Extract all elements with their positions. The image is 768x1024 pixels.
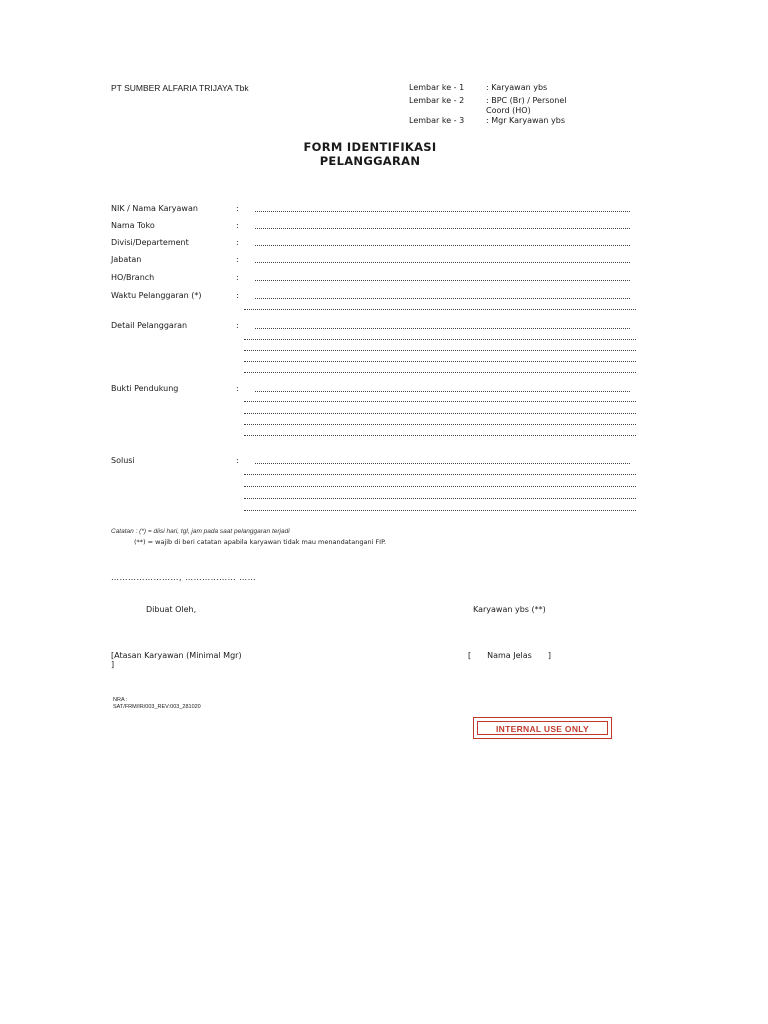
- field-colon: :: [236, 204, 239, 213]
- fill-line[interactable]: [244, 413, 636, 414]
- field-label: HO/Branch: [111, 273, 155, 282]
- form-title: [270, 140, 470, 168]
- field-jabatan[interactable]: [111, 255, 641, 266]
- field-colon: :: [236, 255, 239, 264]
- copy-value: : BPC (Br) / Personel Coord (HO): [486, 96, 567, 115]
- fill-line[interactable]: [255, 245, 630, 246]
- field-waktu-pelanggaran[interactable]: [111, 291, 641, 302]
- fill-line[interactable]: [244, 498, 636, 499]
- fill-line[interactable]: [244, 486, 636, 487]
- field-colon: :: [236, 456, 239, 465]
- field-label: NIK / Nama Karyawan: [111, 204, 198, 213]
- field-label: Solusi: [111, 456, 135, 465]
- fill-line[interactable]: [244, 361, 636, 362]
- fill-line[interactable]: [244, 435, 636, 436]
- fill-line[interactable]: [244, 510, 636, 511]
- field-nama-toko[interactable]: [111, 221, 641, 232]
- internal-use-stamp: [473, 717, 612, 739]
- field-colon: :: [236, 291, 239, 300]
- name-bracket: [468, 651, 551, 660]
- fill-line[interactable]: [255, 211, 630, 212]
- fill-line[interactable]: [244, 372, 636, 373]
- field-solusi[interactable]: [111, 456, 641, 467]
- field-label: Detail Pelanggaran: [111, 321, 188, 330]
- stamp-text: INTERNAL USE ONLY: [477, 721, 608, 735]
- field-bukti-pendukung[interactable]: [111, 384, 641, 395]
- form-title-line1: FORM IDENTIFIKASI: [303, 140, 437, 154]
- employee-signature-label: Karyawan ybs (**): [473, 605, 546, 614]
- copy-key: Lembar ke - 3: [409, 116, 465, 125]
- fill-line[interactable]: [244, 309, 636, 310]
- field-label: Waktu Pelanggaran (*): [111, 291, 202, 300]
- field-ho-branch[interactable]: [111, 273, 641, 284]
- copy-value: : Mgr Karyawan ybs: [486, 116, 566, 125]
- fill-line[interactable]: [255, 262, 630, 263]
- note-catatan: Catatan : (*) = diisi hari, tgl, jam pada saat pelanggaran terjadi: [111, 528, 290, 535]
- fill-line[interactable]: [255, 298, 630, 299]
- fill-line[interactable]: [244, 350, 636, 351]
- field-divisi[interactable]: [111, 238, 641, 249]
- field-colon: :: [236, 273, 239, 282]
- company-name: PT SUMBER ALFARIA TRIJAYA Tbk: [111, 83, 249, 93]
- fill-line[interactable]: [255, 463, 630, 464]
- place-date-line[interactable]: ……………………, ……………… ……: [111, 573, 257, 582]
- bracket-open: [: [468, 651, 472, 660]
- field-label: Bukti Pendukung: [111, 384, 179, 393]
- fill-line[interactable]: [255, 391, 630, 392]
- copy-key: Lembar ke - 1: [409, 83, 465, 92]
- field-detail-pelanggaran[interactable]: [111, 321, 641, 332]
- field-label: Divisi/Departement: [111, 238, 189, 247]
- fill-line[interactable]: [255, 328, 630, 329]
- copy-key: Lembar ke - 2: [409, 96, 465, 105]
- name-label: Nama Jelas: [487, 651, 532, 660]
- fill-line[interactable]: [244, 424, 636, 425]
- nra-label: NRA :: [113, 697, 128, 703]
- field-label: Nama Toko: [111, 221, 155, 230]
- fill-line[interactable]: [244, 474, 636, 475]
- fill-line[interactable]: [244, 339, 636, 340]
- fill-line[interactable]: [255, 280, 630, 281]
- copy-value: : Karyawan ybs: [486, 83, 548, 92]
- field-colon: :: [236, 238, 239, 247]
- supervisor-label: [Atasan Karyawan (Minimal Mgr) ]: [111, 651, 242, 669]
- field-colon: :: [236, 384, 239, 393]
- made-by-label: Dibuat Oleh,: [146, 605, 197, 614]
- fill-line[interactable]: [255, 228, 630, 229]
- note-wajib: (**) = wajib di beri catatan apabila karyawan tidak mau menandatangani FIP.: [134, 538, 387, 546]
- doc-reference: [113, 697, 201, 711]
- field-label: Jabatan: [111, 255, 142, 264]
- field-nik-nama[interactable]: [111, 204, 641, 215]
- form-title-line2: PELANGGARAN: [319, 154, 421, 168]
- field-colon: :: [236, 221, 239, 230]
- fill-line[interactable]: [244, 401, 636, 402]
- field-colon: :: [236, 321, 239, 330]
- bracket-close: ]: [547, 651, 551, 660]
- doc-code: SAT/FRM/IR/003_REV:003_281020: [113, 704, 201, 710]
